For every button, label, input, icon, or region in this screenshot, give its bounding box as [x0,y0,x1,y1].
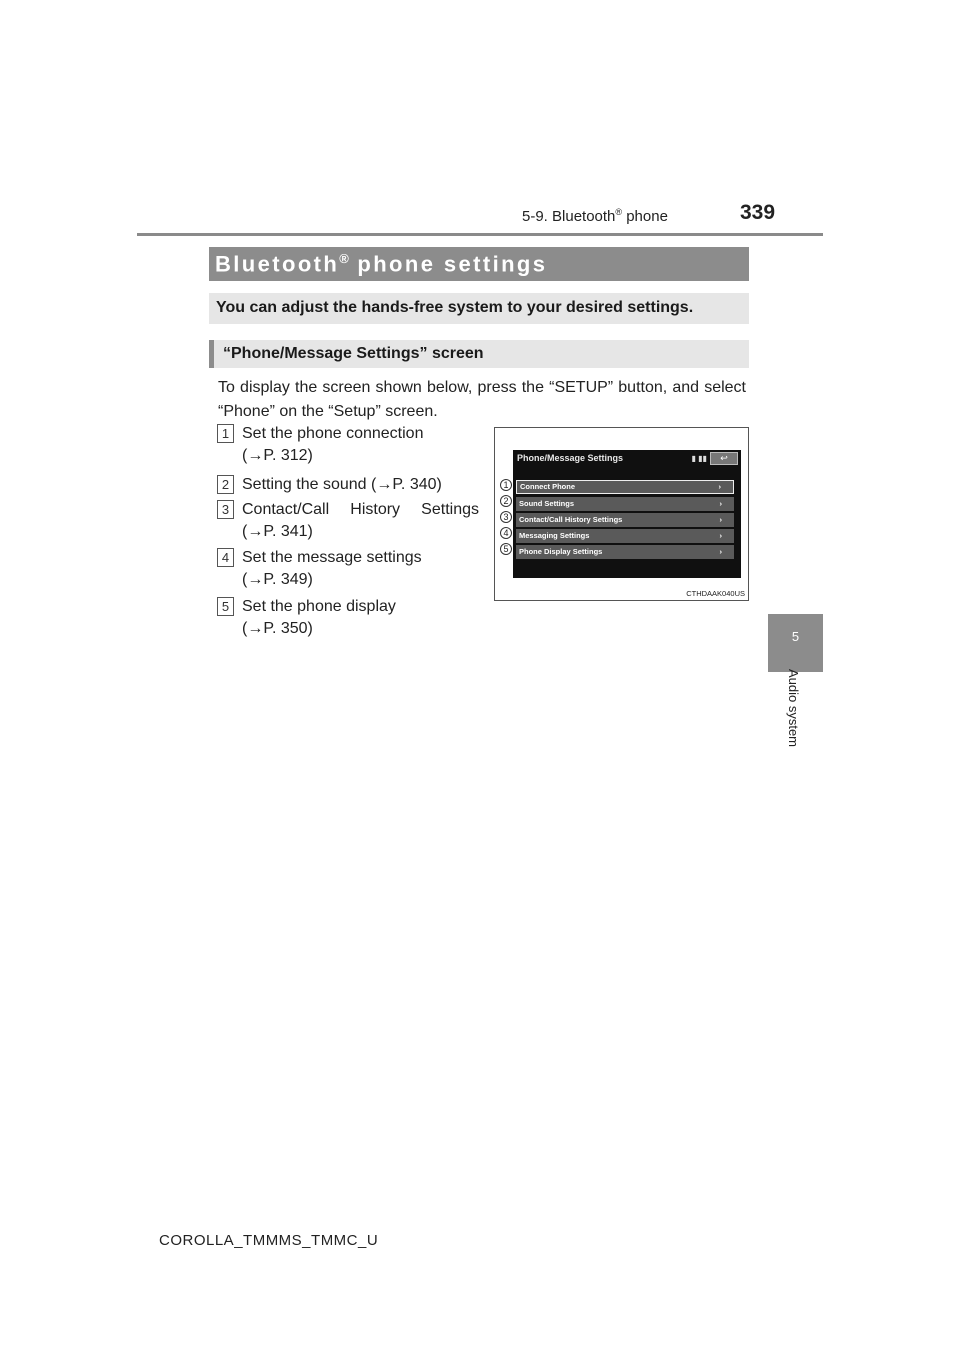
chapter-label: Audio system [786,668,801,748]
callout-badge: 4 [500,527,512,539]
footer-text: COROLLA_TMMMS_TMMC_U [159,1232,379,1249]
page-ref-link[interactable]: Setting the sound (→P. 340) [242,476,442,493]
page-ref-link[interactable]: (→P. 349) [242,571,313,588]
intro-text: You can adjust the hands-free system to your desired settings. [216,299,694,316]
signal-battery-icon: ▮ ▮▮ [691,454,707,463]
contact-call-history-row[interactable]: Contact/Call History Settings › [516,513,734,527]
chevron-right-icon: › [719,499,722,508]
section-label: 5-9. Bluetooth® phone [522,207,668,225]
connect-phone-row[interactable]: Connect Phone › [516,480,734,494]
page-ref-link[interactable]: (→P. 350) [242,620,313,637]
item-number-badge: 3 [217,500,234,519]
messaging-settings-row[interactable]: Messaging Settings › [516,529,734,543]
item-number-badge: 4 [217,548,234,567]
callout-badge: 1 [500,479,512,491]
header-rule [137,233,823,236]
item-number-badge: 1 [217,424,234,443]
back-button[interactable]: ↩ [710,452,738,465]
subsection-title: “Phone/Message Settings” screen [223,345,484,362]
intro-box [209,293,749,324]
chevron-right-icon: › [719,515,722,524]
sound-settings-row[interactable]: Sound Settings › [516,497,734,511]
page-ref-link[interactable]: (→P. 341) [242,523,313,540]
display-screen [513,450,741,578]
item-number-badge: 2 [217,475,234,494]
callout-badge: 2 [500,495,512,507]
screen-figure [494,427,749,601]
page-number: 339 [740,201,776,224]
page-title-bar [209,247,749,281]
chapter-tab[interactable]: 5 [768,614,823,672]
chevron-right-icon: › [719,547,722,556]
figure-code: CTHDAAK040US [686,589,745,598]
phone-display-settings-row[interactable]: Phone Display Settings › [516,545,734,559]
subsection-heading [209,340,749,368]
instruction-text: To display the screen shown below, press the “SETUP” button, and select “Phone” on the “Setup” screen. [218,379,746,420]
callout-badge: 5 [500,543,512,555]
callout-badge: 3 [500,511,512,523]
page-title: Bluetooth® phone settings [215,251,548,277]
chevron-right-icon: › [718,482,721,491]
chevron-right-icon: › [719,531,722,540]
screen-title: Phone/Message Settings [517,453,624,463]
page-ref-link[interactable]: (→P. 312) [242,447,313,464]
item-number-badge: 5 [217,597,234,616]
